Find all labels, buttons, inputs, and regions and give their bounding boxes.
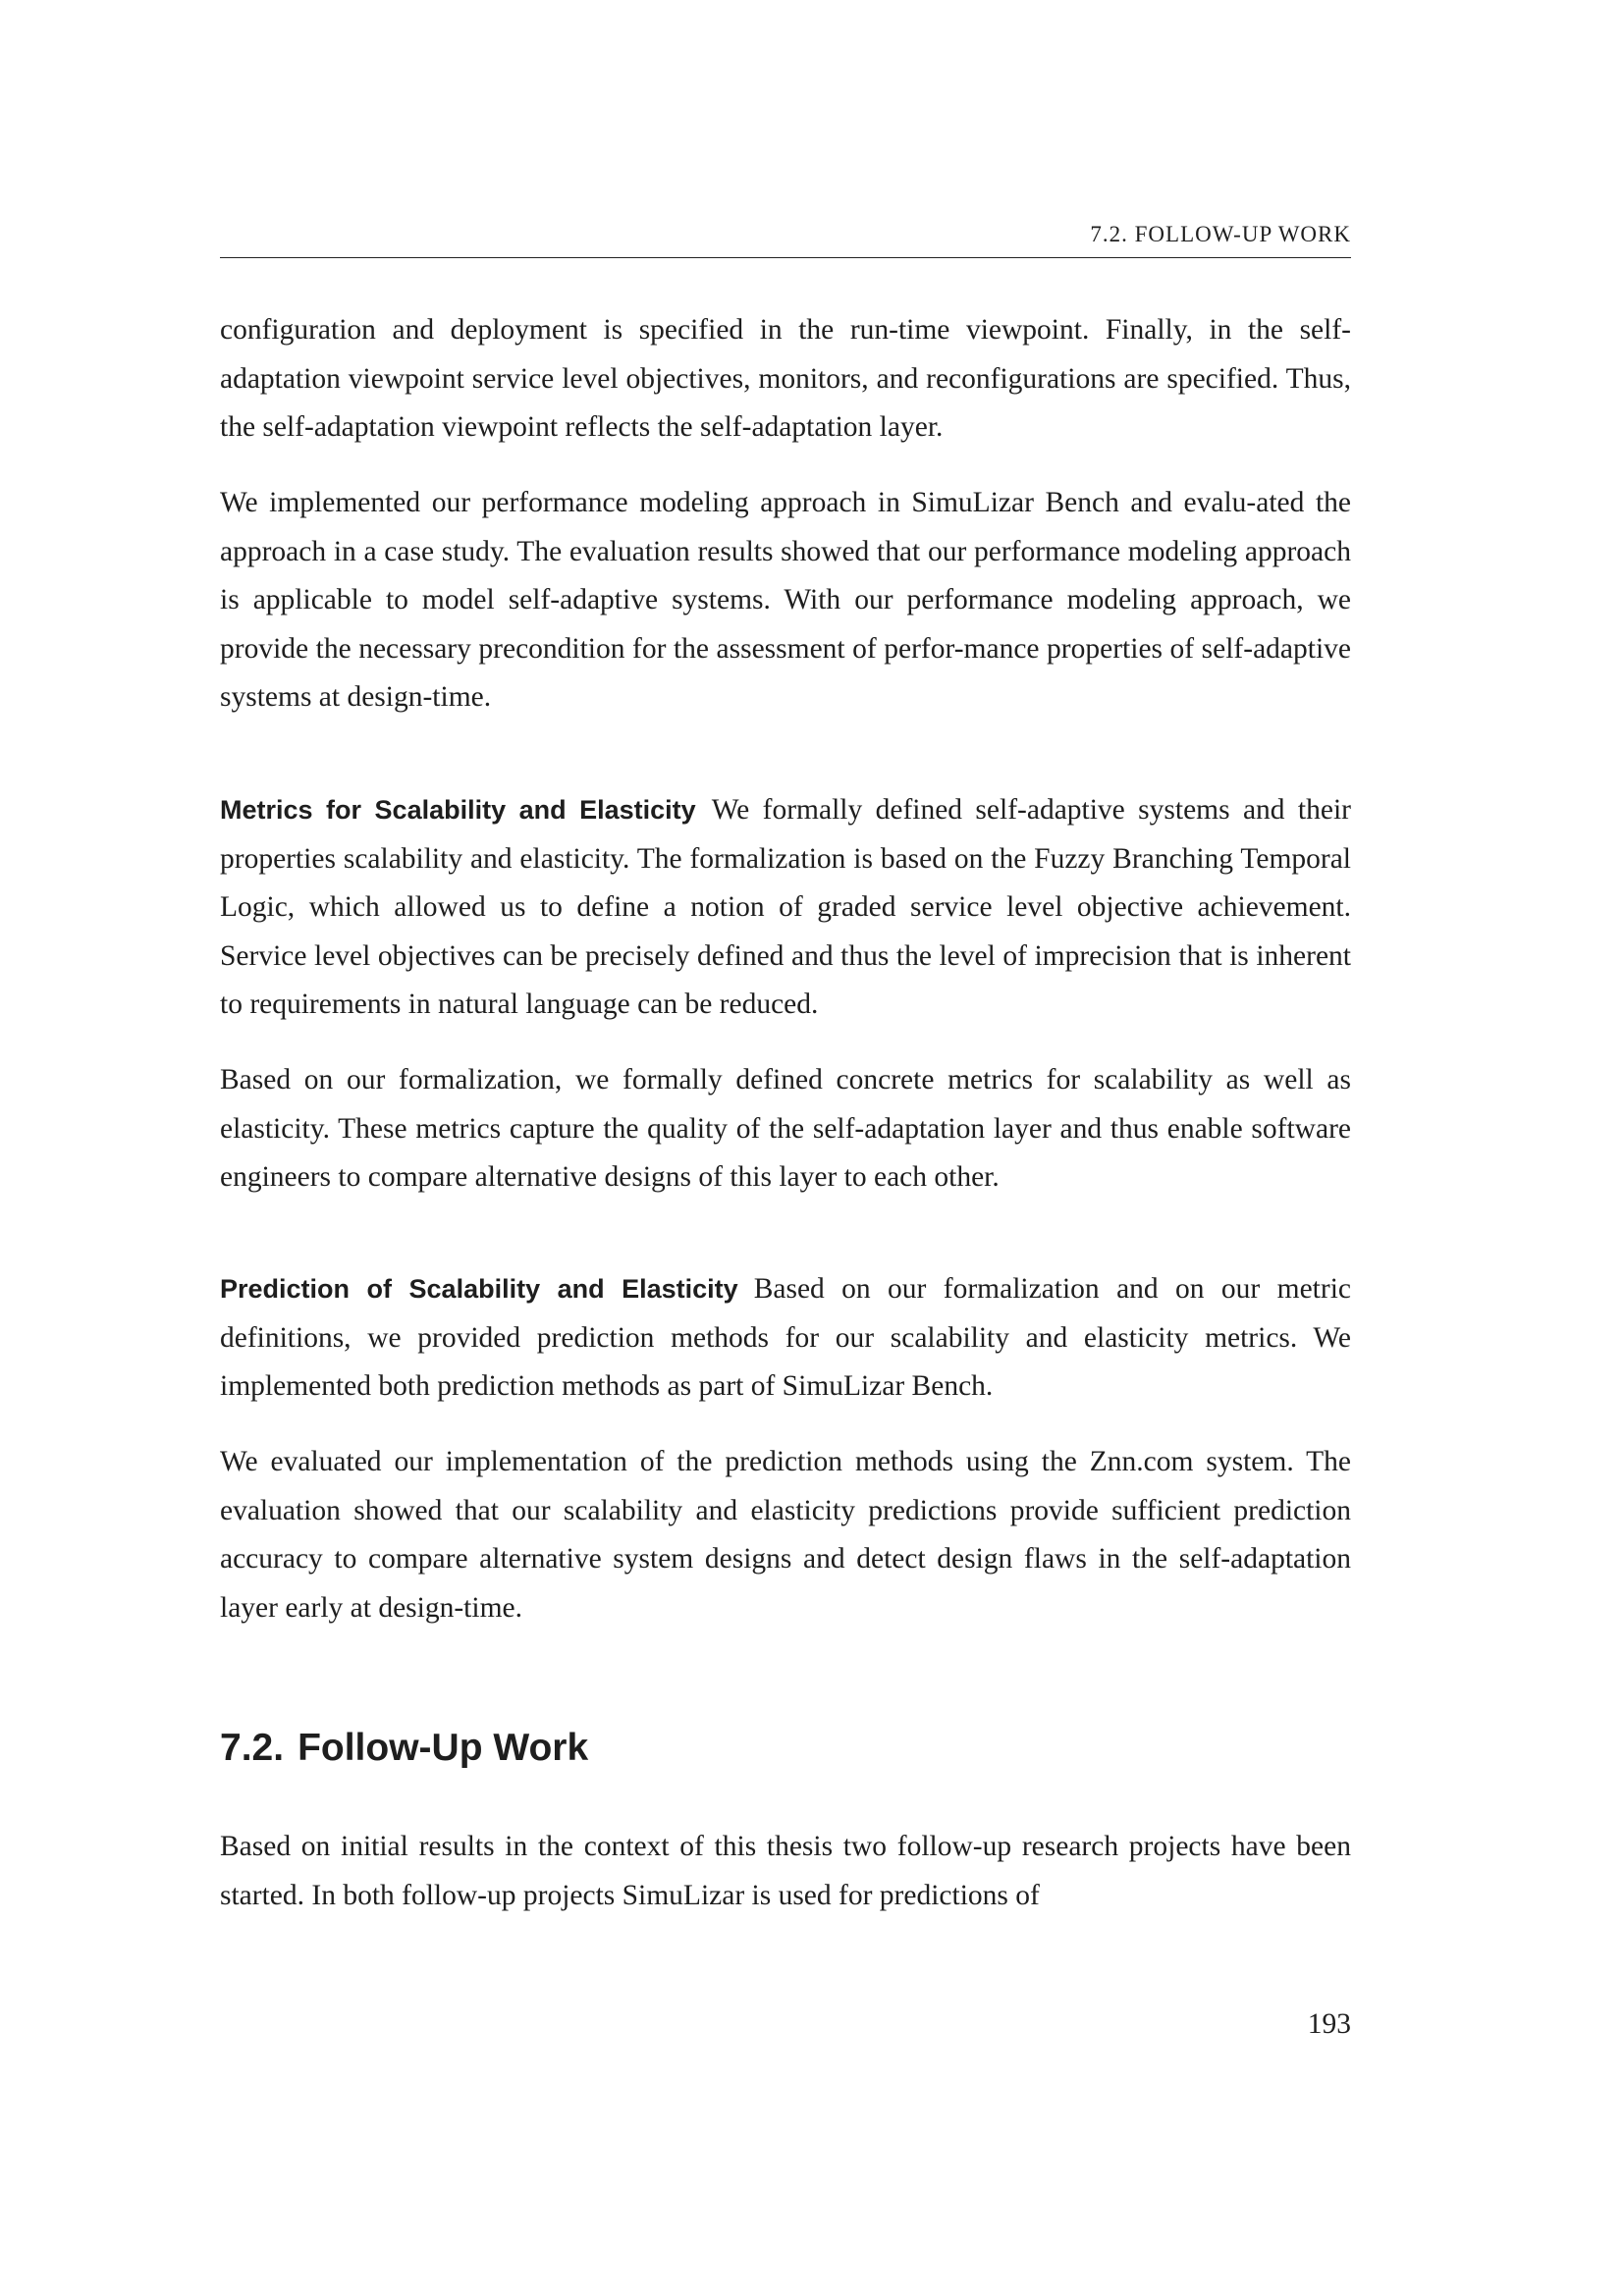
paragraph-follow-up: Based on initial results in the context of this thesis two follow-up research projects have been started. In both follow-up projects SimuLizar is used for predictions of	[220, 1831, 1351, 1911]
section-number: 7.2.	[220, 1727, 285, 1769]
page-number: 193	[1307, 2008, 1351, 2040]
paragraph-metrics	[220, 786, 1351, 1030]
paragraph-prediction	[220, 1265, 1351, 1412]
header-rule	[220, 257, 1351, 258]
prediction-paragraph-label: Prediction of Scalability and Elasticity	[220, 1274, 738, 1304]
section-heading	[220, 1724, 588, 1773]
paragraph-viewpoints: configuration and deployment is specified in the run-time viewpoint. Finally, in the self-adaptation viewpoint service level objectives, monitors, and reconfigurations are specified. Thus, the self-adaptation viewpoint reflects the self-adaptation layer.	[220, 314, 1351, 443]
paragraph-performance-modeling: We implemented our performance modeling approach in SimuLizar Bench and evalu-ated the approach in a case study. The evaluation results showed that our performance modeling approach is applicable to model self-adaptive systems. With our performance modeling approach, we provide the necessary precondition for the assessment of perfor-mance properties of self-adaptive systems at design-time.	[220, 487, 1351, 713]
section-title: Follow-Up Work	[298, 1727, 589, 1769]
metrics-paragraph-label: Metrics for Scalability and Elasticity	[220, 795, 696, 825]
running-header: 7.2. FOLLOW-UP WORK	[1090, 222, 1351, 246]
metrics-paragraph-text: We formally defined self-adaptive systems and their properties scalability and elasticity. The formalization is based on the Fuzzy Branching Temporal Logic, which allowed us to define a notion of graded service level objective achievement. Service level objectives can be precisely defined and thus the level of imprecision that is inherent to requirements in natural language can be reduced.	[220, 794, 1351, 1020]
paragraph-evaluation: We evaluated our implementation of the prediction methods using the Znn.com system. The evaluation showed that our scalability and elasticity predictions provide sufficient prediction accuracy to compare alternative system designs and detect design flaws in the self-adaptation layer early at design-time.	[220, 1446, 1351, 1624]
paragraph-metrics-definition: Based on our formalization, we formally defined concrete metrics for scalability as well as elasticity. These metrics capture the quality of the self-adaptation layer and thus enable software engineers to compare alternative designs of this layer to each other.	[220, 1064, 1351, 1193]
prediction-paragraph-text: Based on our formalization and on our metric definitions, we provided prediction methods for our scalability and elasticity metrics. We implemented both prediction methods as part of SimuLizar Bench.	[220, 1273, 1351, 1402]
